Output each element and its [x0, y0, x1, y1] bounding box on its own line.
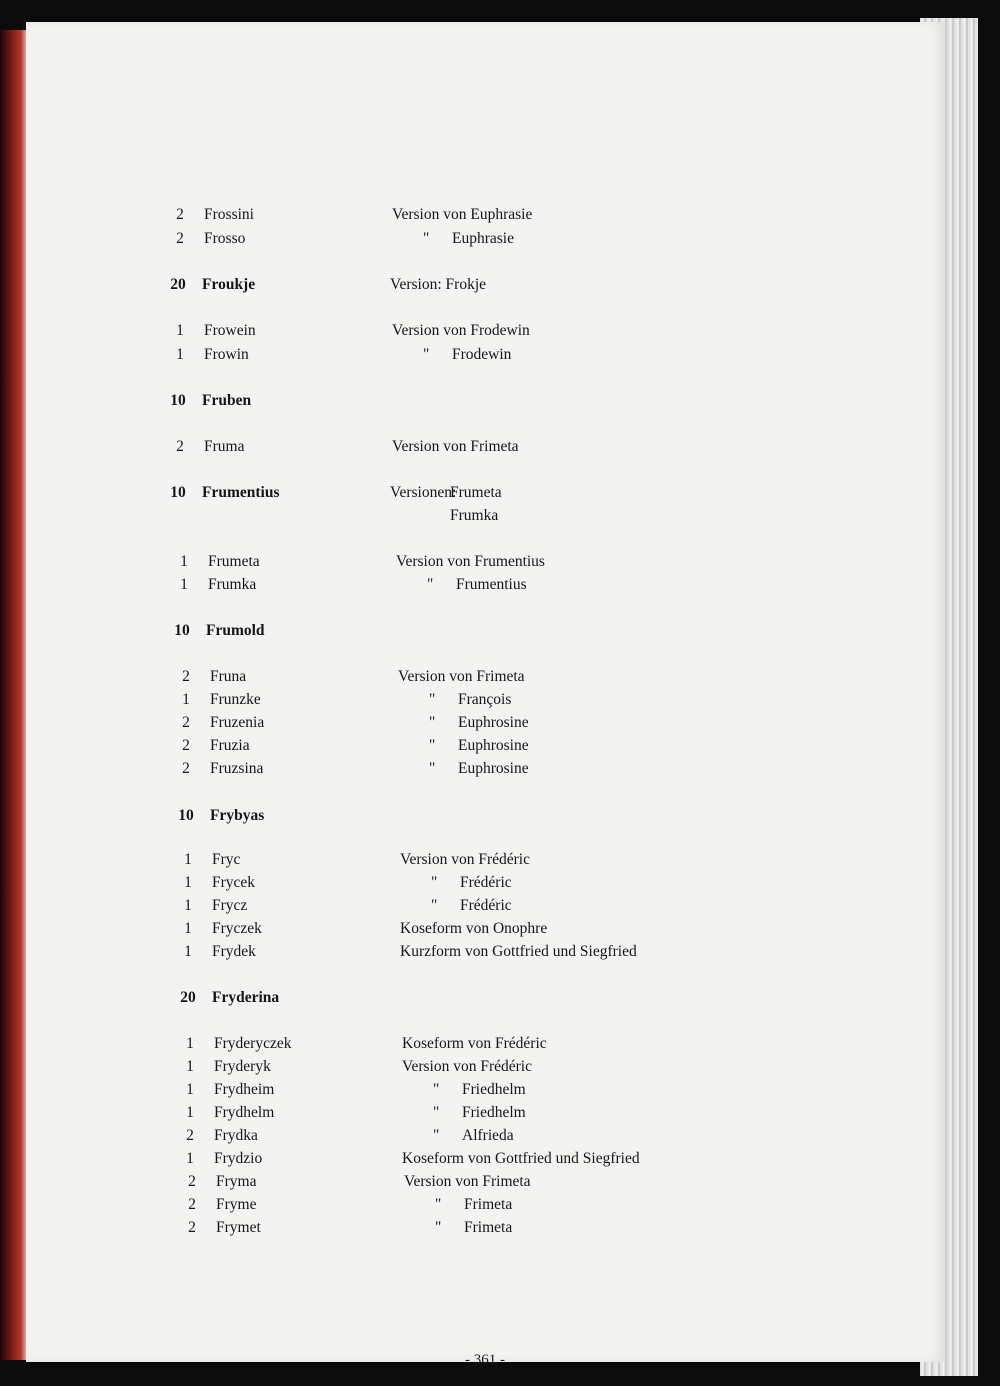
- entry-name: Fryma: [216, 1173, 257, 1190]
- entry-frequency: 1: [184, 897, 192, 914]
- entry-name: Frumentius: [202, 484, 280, 501]
- ditto-mark: ": [429, 691, 436, 708]
- entry-reference: Frodewin: [452, 346, 512, 363]
- entry-name: Fruna: [210, 668, 247, 685]
- entry-frequency: 2: [186, 1127, 194, 1144]
- entry-frequency: 1: [176, 322, 184, 339]
- entry-reference: Alfrieda: [462, 1127, 514, 1144]
- entry-frequency: 1: [186, 1058, 194, 1075]
- entry-name: Frycz: [212, 897, 248, 914]
- entry-name: Frossini: [204, 206, 254, 223]
- entry-reference: Frédéric: [460, 897, 512, 914]
- entry-description: Version: Frokje: [390, 276, 487, 293]
- ditto-mark: ": [429, 760, 436, 777]
- entry-name: Fryme: [216, 1196, 257, 1213]
- book-binding-edge: [0, 30, 28, 1360]
- entry-reference: Frédéric: [460, 874, 512, 891]
- entry-description: Version von Frimeta: [404, 1173, 531, 1190]
- entry-frequency: 1: [186, 1150, 194, 1167]
- ditto-mark: ": [433, 1104, 440, 1121]
- entry-name: Frydheim: [214, 1081, 275, 1098]
- entry-name: Fryczek: [212, 920, 262, 937]
- entry-frequency: 10: [174, 622, 190, 639]
- entry-frequency: 1: [180, 576, 188, 593]
- entry-name: Frydka: [214, 1127, 258, 1144]
- entry-description: Version von Frodewin: [392, 322, 530, 339]
- entry-name: Fryderina: [212, 989, 280, 1006]
- entry-reference: Euphrosine: [458, 737, 529, 754]
- entry-reference: Frimeta: [464, 1219, 513, 1236]
- entry-frequency: 1: [184, 851, 192, 868]
- entry-description: Versionen:: [390, 484, 457, 501]
- entry-frequency: 2: [188, 1219, 196, 1236]
- entry-name: Frosso: [204, 230, 246, 247]
- entry-name: Frydek: [212, 943, 256, 960]
- entry-name: Frowin: [204, 346, 249, 363]
- entry-frequency: 1: [186, 1104, 194, 1121]
- entry-name: Froukje: [202, 276, 256, 293]
- ditto-mark: ": [433, 1081, 440, 1098]
- entry-name: Fruzsina: [210, 760, 264, 777]
- entry-name: Frumold: [206, 622, 265, 639]
- ditto-mark: ": [431, 897, 438, 914]
- ditto-mark: ": [429, 714, 436, 731]
- entry-name: Fruzenia: [210, 714, 265, 731]
- ditto-mark: ": [435, 1219, 442, 1236]
- ditto-mark: ": [435, 1196, 442, 1213]
- entry-reference: Frumka: [450, 507, 499, 524]
- entry-frequency: 2: [176, 206, 184, 223]
- entry-name: Frybyas: [210, 807, 265, 824]
- entry-name: Fruzia: [210, 737, 250, 754]
- entry-frequency: 1: [186, 1081, 194, 1098]
- entry-frequency: 1: [184, 874, 192, 891]
- entry-frequency: 20: [180, 989, 196, 1006]
- entry-name: Frydhelm: [214, 1104, 275, 1121]
- entry-name: Frydzio: [214, 1150, 263, 1167]
- ditto-mark: ": [423, 346, 430, 363]
- ditto-mark: ": [433, 1127, 440, 1144]
- entry-frequency: 1: [184, 920, 192, 937]
- entry-frequency: 20: [170, 276, 186, 293]
- entry-description: Version von Euphrasie: [392, 206, 533, 223]
- entry-reference: Euphrosine: [458, 714, 529, 731]
- entry-reference: Frumeta: [450, 484, 502, 501]
- entry-description: Koseform von Gottfried und Siegfried: [402, 1150, 640, 1167]
- entry-frequency: 2: [182, 760, 190, 777]
- book-page: [26, 22, 944, 1368]
- entry-description: Kurzform von Gottfried und Siegfried: [400, 943, 637, 960]
- entry-reference: Frimeta: [464, 1196, 513, 1213]
- entry-frequency: 2: [182, 737, 190, 754]
- entry-frequency: 1: [182, 691, 190, 708]
- entry-name: Frowein: [204, 322, 256, 339]
- entry-name: Fryderyk: [214, 1058, 271, 1075]
- entry-name: Fruma: [204, 438, 245, 455]
- entry-reference: Euphrasie: [452, 230, 514, 247]
- entry-frequency: 2: [182, 668, 190, 685]
- entry-description: Version von Frumentius: [396, 553, 545, 570]
- ditto-mark: ": [431, 874, 438, 891]
- entry-frequency: 2: [188, 1173, 196, 1190]
- entry-name: Fryc: [212, 851, 241, 868]
- entry-name: Frumeta: [208, 553, 260, 570]
- entry-frequency: 1: [180, 553, 188, 570]
- entry-frequency: 10: [178, 807, 194, 824]
- entry-description: Version von Frédéric: [402, 1058, 532, 1075]
- entry-reference: Friedhelm: [462, 1104, 526, 1121]
- entry-frequency: 10: [170, 392, 186, 409]
- page-number: - 361 -: [465, 1352, 505, 1368]
- entry-frequency: 10: [170, 484, 186, 501]
- entry-frequency: 2: [188, 1196, 196, 1213]
- entry-name: Frycek: [212, 874, 256, 891]
- entry-description: Koseform von Frédéric: [402, 1035, 547, 1052]
- entry-reference: Euphrosine: [458, 760, 529, 777]
- ditto-mark: ": [423, 230, 430, 247]
- entry-description: Version von Frédéric: [400, 851, 530, 868]
- entry-description: Koseform von Onophre: [400, 920, 548, 937]
- ditto-mark: ": [427, 576, 434, 593]
- entry-name: Frumka: [208, 576, 257, 593]
- entry-reference: Friedhelm: [462, 1081, 526, 1098]
- entry-frequency: 2: [176, 438, 184, 455]
- entry-name: Fryderyczek: [214, 1035, 292, 1052]
- entry-frequency: 1: [184, 943, 192, 960]
- entry-frequency: 1: [176, 346, 184, 363]
- ditto-mark: ": [429, 737, 436, 754]
- entry-description: Version von Frimeta: [392, 438, 519, 455]
- entry-frequency: 1: [186, 1035, 194, 1052]
- entry-name: Frunzke: [210, 691, 261, 708]
- entry-name: Frymet: [216, 1219, 261, 1236]
- entry-description: Version von Frimeta: [398, 668, 525, 685]
- entry-name: Fruben: [202, 392, 252, 409]
- entry-frequency: 2: [176, 230, 184, 247]
- entry-frequency: 2: [182, 714, 190, 731]
- entry-reference: Frumentius: [456, 576, 527, 593]
- entry-reference: François: [458, 691, 512, 708]
